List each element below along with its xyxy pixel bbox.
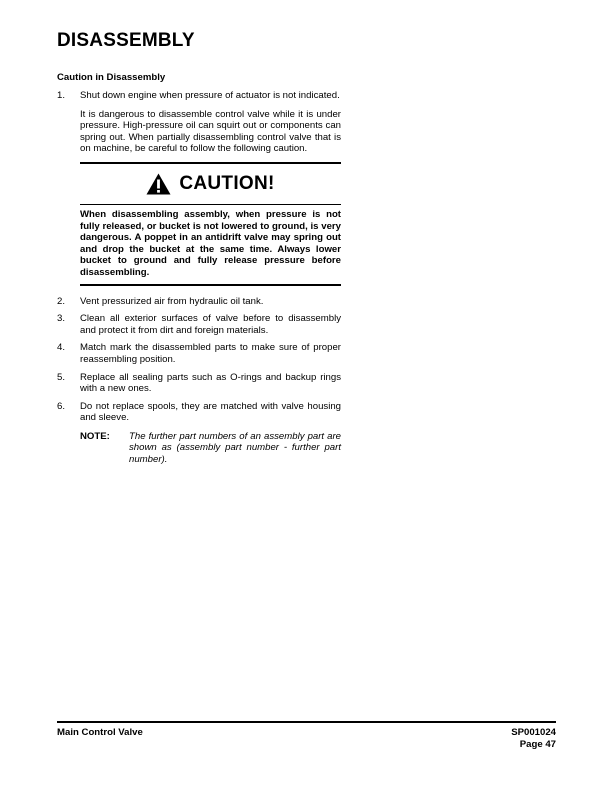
page-title: DISASSEMBLY bbox=[57, 30, 195, 51]
note-label: NOTE: bbox=[80, 430, 110, 442]
item-text: Replace all sealing parts such as O-rings and backup rings with a new ones. bbox=[80, 371, 341, 395]
item-number: 2. bbox=[57, 295, 66, 307]
item-number: 3. bbox=[57, 313, 66, 325]
item-text: Do not replace spools, they are matched with valve housing and sleeve. bbox=[80, 400, 341, 424]
list-item bbox=[57, 372, 341, 395]
item-number: 4. bbox=[57, 342, 66, 354]
section-heading: Caution in Disassembly bbox=[57, 72, 166, 83]
note bbox=[80, 431, 341, 466]
note-text: The further part numbers of an assembly part are shown as (assembly part number - further part number). bbox=[129, 430, 341, 466]
list-item bbox=[57, 342, 341, 365]
item-detail: It is dangerous to disassemble control valve while it is under pressure. High-pressure oil can squirt out or components can spring out. When partially disassembling control valve that is on machine, be careful to follow the following caution. bbox=[80, 108, 341, 155]
footer-page-info bbox=[511, 727, 556, 751]
item-text: Vent pressurized air from hydraulic oil tank. bbox=[80, 295, 264, 307]
item-text: Match mark the disassembled parts to make sure of proper reassembling position. bbox=[80, 342, 341, 365]
item-number: 1. bbox=[57, 90, 66, 101]
item-text: Shut down engine when pressure of actuator is not indicated. bbox=[80, 90, 340, 101]
item-text: Clean all exterior surfaces of valve before to disassembly and protect it from dirt and foreign materials. bbox=[80, 313, 341, 336]
list-item bbox=[57, 313, 341, 336]
item-number: 6. bbox=[57, 400, 66, 412]
list-item bbox=[57, 296, 341, 308]
caution-title: CAUTION! bbox=[179, 173, 275, 195]
footer-section-title: Main Control Valve bbox=[57, 727, 143, 738]
item-number: 5. bbox=[57, 371, 66, 383]
content-column bbox=[57, 90, 341, 466]
footer-page-number: Page 47 bbox=[519, 739, 556, 750]
footer-rule bbox=[57, 721, 556, 723]
caution-body: When disassembling assembly, when pressure is not fully released, or bucket is not lowered to ground, is very dangerous. A poppet in an antidrift valve may spring out and drop the bucket at the same time. Always lower bucket to ground and fully release pressure before disassembling. bbox=[80, 208, 341, 278]
caution-header bbox=[80, 164, 341, 205]
list-item bbox=[57, 401, 341, 424]
list-item bbox=[57, 90, 341, 102]
footer-doc-number: SP001024 bbox=[511, 727, 556, 738]
caution-box bbox=[80, 162, 341, 286]
warning-triangle-icon bbox=[146, 173, 171, 195]
